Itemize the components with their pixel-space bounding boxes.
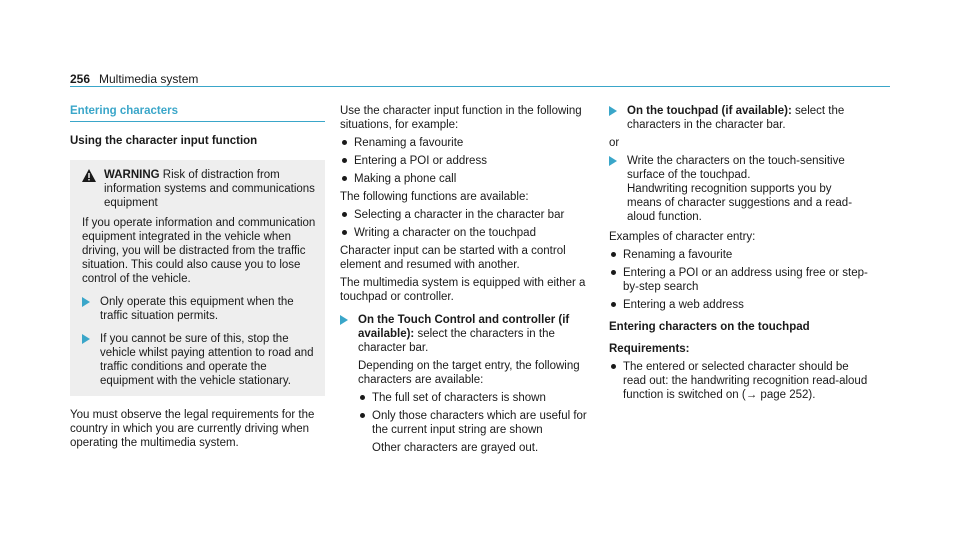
instruction-step: [609, 104, 869, 132]
legal-paragraph: You must observe the legal requirements for the country in which you are currently driving when operating the multimedia system.: [70, 409, 315, 449]
functions-list: [340, 208, 595, 240]
step-arrow-icon: [609, 156, 617, 166]
requirements-label: Requirements:: [609, 343, 690, 355]
examples-intro: Examples of character entry:: [609, 231, 756, 243]
intro-text: Use the character input function in the following situations, for example:: [340, 105, 582, 131]
greyed-text: Other characters are grayed out.: [372, 442, 539, 454]
list-item: Selecting a character in the character bar: [340, 208, 595, 222]
step-text: Write the characters on the touch-sensitive surface of the touchpad.: [627, 155, 845, 181]
column-1: [70, 104, 325, 450]
column-2: [340, 104, 595, 455]
list-item: The full set of characters is shown: [358, 391, 595, 405]
step-arrow-icon: [82, 297, 90, 307]
step-text-more: Handwriting recognition supports you by means of character suggestions and a read-aloud function.: [627, 183, 853, 223]
list-item: Renaming a favourite: [609, 248, 869, 262]
section-rule: [70, 121, 325, 122]
requirements-list: [609, 360, 869, 402]
step-arrow-icon: [82, 334, 90, 344]
section-title: Entering characters: [70, 105, 179, 117]
header-rule: [70, 86, 890, 87]
page-header-title: Multimedia system: [99, 72, 199, 86]
warning-label: WARNING: [104, 169, 160, 181]
list-item: The entered or selected character should be read out: the handwriting recognition read-aloud function is switched on (→ page 252).: [609, 360, 869, 402]
step-arrow-icon: [609, 106, 617, 116]
warning-box: [70, 160, 325, 396]
subsection-title: Entering characters on the touchpad: [609, 321, 810, 333]
instruction-step: [340, 313, 595, 455]
list-item: Entering a web address: [609, 298, 869, 312]
page-number: 256: [70, 72, 91, 86]
step-bold: On the touchpad (if available):: [627, 105, 792, 117]
warning-triangle-icon: [82, 169, 96, 182]
or-text: or: [609, 137, 620, 149]
depending-text: Depending on the target entry, the following characters are available:: [358, 360, 580, 386]
step-bold: On the Touch Control and controller (if available):: [358, 314, 570, 340]
functions-intro: The following functions are available:: [340, 191, 529, 203]
list-item: Writing a character on the touchpad: [340, 226, 595, 240]
warning-step: If you cannot be sure of this, stop the vehicle whilst paying attention to road and traffic conditions and operate the equipment with the vehicle stationary.: [82, 332, 317, 388]
paragraph: Character input can be started with a control element and resumed with another.: [340, 245, 566, 271]
step-arrow-icon: [340, 315, 348, 325]
warning-headline: Risk of distraction from information systems and communications equipment: [104, 169, 315, 209]
subsection-title: Using the character input function: [70, 135, 258, 147]
warning-step: Only operate this equipment when the traffic situation permits.: [82, 295, 317, 323]
instruction-step: [609, 154, 869, 224]
list-item: Making a phone call: [340, 172, 595, 186]
warning-body: If you operate information and communication equipment integrated in the vehicle when driving, you will be distracted from the traffic situation. This could also cause you to lose control of the vehicle.: [82, 217, 316, 285]
situations-list: [340, 136, 595, 186]
step-text: select the characters in the character bar.: [358, 328, 555, 354]
step-text: select the characters in the character bar.: [627, 105, 845, 131]
examples-list: [609, 248, 869, 312]
column-3: [609, 104, 869, 402]
list-item: Entering a POI or an address using free or step-by-step search: [609, 266, 869, 294]
list-item: Renaming a favourite: [340, 136, 595, 150]
list-item: Entering a POI or address: [340, 154, 595, 168]
paragraph: The multimedia system is equipped with either a touchpad or controller.: [340, 277, 586, 303]
list-item: Only those characters which are useful for the current input string are shown: [358, 409, 595, 437]
char-options-list: [358, 391, 595, 437]
